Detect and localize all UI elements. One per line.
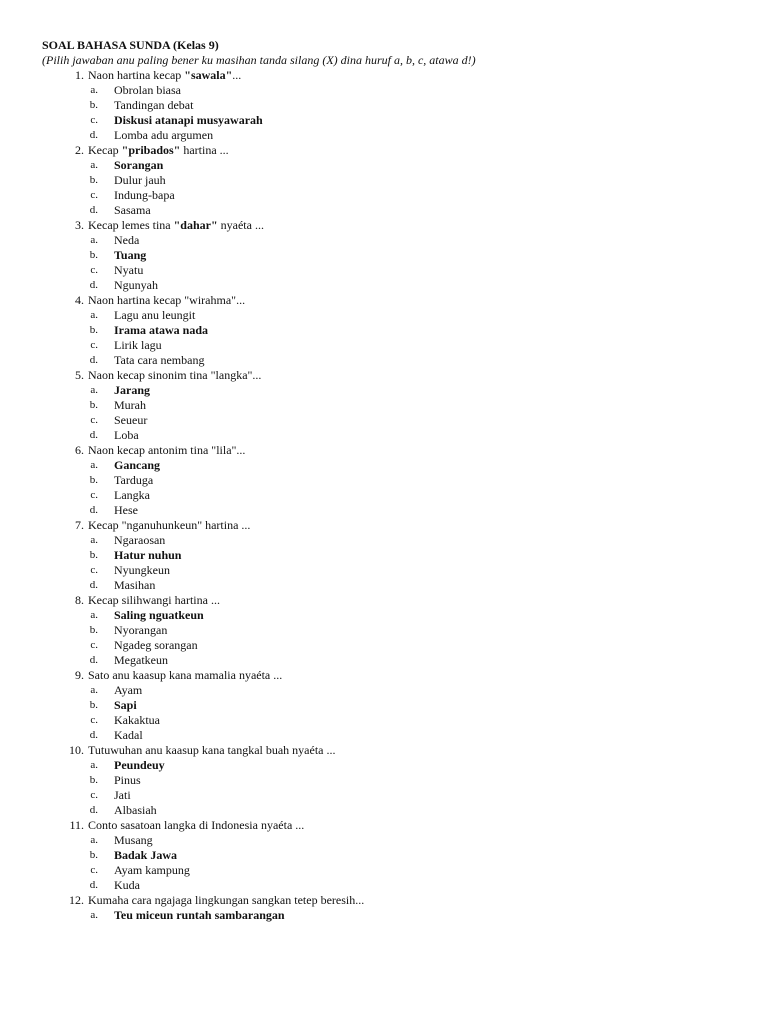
question-text (86, 368, 261, 383)
option-text: Lagu anu leungit (114, 308, 196, 322)
question-text (86, 143, 229, 158)
option-letter: d. (89, 354, 98, 366)
answer-option[interactable] (42, 458, 768, 473)
question-text-prefix: Kecap silihwangi hartina ... (88, 593, 220, 607)
option-letter: b. (89, 849, 98, 861)
answer-option[interactable] (42, 248, 768, 263)
answer-option[interactable] (42, 308, 768, 323)
answer-option[interactable] (42, 383, 768, 398)
answer-option[interactable] (42, 848, 768, 863)
option-letter: a. (90, 684, 98, 696)
answer-option[interactable] (42, 158, 768, 173)
option-text: Nyungkeun (114, 563, 170, 577)
question-number: 2. (75, 143, 84, 157)
option-letter: d. (89, 279, 98, 291)
question-text (86, 518, 250, 533)
question-item (42, 818, 768, 833)
answer-option[interactable] (42, 83, 768, 98)
option-letter: c. (90, 114, 98, 126)
option-letter: b. (89, 249, 98, 261)
answer-option[interactable] (42, 353, 768, 368)
answer-option[interactable] (42, 833, 768, 848)
question-text-suffix: ... (232, 68, 242, 82)
option-text: Jarang (114, 383, 150, 397)
option-text: Kuda (114, 878, 140, 892)
question-text-prefix: Kecap (88, 143, 122, 157)
question-keyword: "dahar" (173, 218, 218, 232)
question-item (42, 368, 768, 383)
answer-option[interactable] (42, 713, 768, 728)
answer-option[interactable] (42, 653, 768, 668)
question-item (42, 593, 768, 608)
answer-option[interactable] (42, 863, 768, 878)
option-text: Albasiah (114, 803, 157, 817)
answer-option[interactable] (42, 803, 768, 818)
question-keyword: "pribados" (121, 143, 181, 157)
question-item (42, 743, 768, 758)
option-text: Badak Jawa (114, 848, 178, 862)
option-letter: c. (90, 789, 98, 801)
option-text: Langka (114, 488, 150, 502)
option-letter: a. (90, 159, 98, 171)
option-text: Tuang (114, 248, 147, 262)
answer-option[interactable] (42, 683, 768, 698)
option-text: Ayam kampung (114, 863, 190, 877)
answer-option[interactable] (42, 698, 768, 713)
option-text: Sasama (114, 203, 151, 217)
option-text: Tarduga (114, 473, 154, 487)
question-item (42, 893, 768, 908)
option-letter: a. (90, 759, 98, 771)
option-letter: d. (89, 429, 98, 441)
option-letter: a. (90, 609, 98, 621)
option-text: Loba (114, 428, 139, 442)
answer-option[interactable] (42, 398, 768, 413)
option-text: Sorangan (114, 158, 164, 172)
answer-option[interactable] (42, 488, 768, 503)
option-letter: a. (90, 384, 98, 396)
question-item (42, 443, 768, 458)
question-text (86, 668, 282, 683)
option-letter: d. (89, 204, 98, 216)
option-letter: c. (90, 414, 98, 426)
question-number: 7. (75, 518, 84, 532)
option-letter: a. (90, 234, 98, 246)
question-text-prefix: Kecap lemes tina (88, 218, 174, 232)
answer-option[interactable] (42, 608, 768, 623)
question-number: 5. (75, 368, 84, 382)
option-letter: c. (90, 639, 98, 651)
question-number: 8. (75, 593, 84, 607)
option-text: Ngunyah (114, 278, 158, 292)
option-letter: d. (89, 729, 98, 741)
option-text: Kakaktua (114, 713, 160, 727)
question-item (42, 668, 768, 683)
question-list (42, 68, 768, 923)
option-text: Tandingan debat (114, 98, 194, 112)
option-text: Megatkeun (114, 653, 168, 667)
question-keyword: "sawala" (184, 68, 233, 82)
option-letter: b. (89, 624, 98, 636)
answer-option[interactable] (42, 728, 768, 743)
answer-option[interactable] (42, 503, 768, 518)
answer-option[interactable] (42, 533, 768, 548)
option-text: Neda (114, 233, 140, 247)
option-text: Musang (114, 833, 153, 847)
answer-option[interactable] (42, 548, 768, 563)
answer-option[interactable] (42, 758, 768, 773)
option-letter: a. (90, 84, 98, 96)
option-letter: b. (89, 399, 98, 411)
answer-option[interactable] (42, 278, 768, 293)
answer-option[interactable] (42, 788, 768, 803)
answer-option[interactable] (42, 128, 768, 143)
option-letter: c. (90, 189, 98, 201)
answer-option[interactable] (42, 638, 768, 653)
answer-option[interactable] (42, 113, 768, 128)
option-text: Ngadeg sorangan (114, 638, 198, 652)
question-text-suffix: hartina ... (180, 143, 229, 157)
option-letter: c. (90, 864, 98, 876)
option-letter: b. (89, 474, 98, 486)
option-letter: d. (89, 879, 98, 891)
question-text (86, 443, 245, 458)
question-number: 11. (69, 818, 84, 832)
question-number: 4. (75, 293, 84, 307)
instruction-text: (Pilih jawaban anu paling bener ku masihan tanda silang (X) dina huruf a, b, c, atawa d!) (42, 53, 476, 67)
question-text (86, 293, 245, 308)
answer-option[interactable] (42, 428, 768, 443)
answer-option[interactable] (42, 173, 768, 188)
option-letter: d. (89, 579, 98, 591)
question-text-prefix: Sato anu kaasup kana mamalia nyaéta ... (88, 668, 283, 682)
answer-option[interactable] (42, 188, 768, 203)
question-number: 10. (69, 743, 84, 757)
option-text: Nyatu (114, 263, 144, 277)
question-number: 3. (75, 218, 84, 232)
question-number: 6. (75, 443, 84, 457)
option-letter: b. (89, 774, 98, 786)
option-text: Gancang (114, 458, 161, 472)
question-item (42, 518, 768, 533)
answer-option[interactable] (42, 563, 768, 578)
option-text: Hatur nuhun (114, 548, 182, 562)
option-letter: c. (90, 264, 98, 276)
answer-option[interactable] (42, 338, 768, 353)
answer-option[interactable] (42, 578, 768, 593)
answer-option[interactable] (42, 878, 768, 893)
option-text: Diskusi atanapi musyawarah (114, 113, 263, 127)
option-text: Peundeuy (114, 758, 165, 772)
option-text: Indung-bapa (114, 188, 175, 202)
option-text: Tata cara nembang (114, 353, 205, 367)
question-text-prefix: Kecap "nganuhunkeun" hartina ... (88, 518, 251, 532)
option-text: Lomba adu argumen (114, 128, 214, 142)
answer-option[interactable] (42, 98, 768, 113)
question-text (86, 893, 364, 908)
question-text-prefix: Naon kecap sinonim tina "langka"... (88, 368, 262, 382)
option-letter: a. (90, 834, 98, 846)
option-text: Nyorangan (114, 623, 168, 637)
question-text (86, 593, 220, 608)
option-text: Teu miceun runtah sambarangan (114, 908, 285, 922)
option-letter: c. (90, 714, 98, 726)
question-text-prefix: Naon hartina kecap "wirahma"... (88, 293, 246, 307)
question-text-prefix: Naon hartina kecap (88, 68, 185, 82)
question-text-prefix: Tutuwuhan anu kaasup kana tangkal buah nyaéta ... (88, 743, 336, 757)
answer-option[interactable] (42, 233, 768, 248)
question-text-prefix: Conto sasatoan langka di Indonesia nyaéta ... (88, 818, 305, 832)
option-text: Murah (114, 398, 146, 412)
option-text: Dulur jauh (114, 173, 166, 187)
option-letter: d. (89, 129, 98, 141)
question-text (86, 68, 241, 83)
option-text: Ngaraosan (114, 533, 166, 547)
question-text-prefix: Kumaha cara ngajaga lingkungan sangkan tetep beresih... (88, 893, 365, 907)
option-text: Irama atawa nada (114, 323, 209, 337)
question-text (86, 743, 336, 758)
option-letter: a. (90, 459, 98, 471)
question-number: 9. (75, 668, 84, 682)
option-text: Jati (114, 788, 131, 802)
option-letter: b. (89, 324, 98, 336)
option-text: Kadal (114, 728, 143, 742)
question-text-prefix: Naon kecap antonim tina "lila"... (88, 443, 246, 457)
option-text: Obrolan biasa (114, 83, 181, 97)
answer-option[interactable] (42, 203, 768, 218)
option-text: Masihan (114, 578, 156, 592)
option-letter: b. (89, 699, 98, 711)
option-letter: b. (89, 174, 98, 186)
option-letter: b. (89, 549, 98, 561)
option-letter: c. (90, 339, 98, 351)
answer-option[interactable] (42, 908, 768, 923)
question-number: 1. (75, 68, 84, 82)
answer-option[interactable] (42, 473, 768, 488)
answer-option[interactable] (42, 773, 768, 788)
option-letter: d. (89, 504, 98, 516)
question-text (86, 818, 304, 833)
option-letter: c. (90, 564, 98, 576)
question-item (42, 143, 768, 158)
option-letter: b. (89, 99, 98, 111)
question-text (86, 218, 264, 233)
answer-option[interactable] (42, 623, 768, 638)
question-item (42, 293, 768, 308)
option-letter: a. (90, 309, 98, 321)
option-letter: a. (90, 909, 98, 921)
answer-option[interactable] (42, 263, 768, 278)
option-text: Saling nguatkeun (114, 608, 204, 622)
question-item (42, 68, 768, 83)
option-letter: d. (89, 654, 98, 666)
option-text: Ayam (114, 683, 143, 697)
option-letter: a. (90, 534, 98, 546)
answer-option[interactable] (42, 413, 768, 428)
answer-option[interactable] (42, 323, 768, 338)
question-text-suffix: nyaéta ... (217, 218, 264, 232)
document-title: SOAL BAHASA SUNDA (Kelas 9) (42, 38, 219, 52)
option-text: Lirik lagu (114, 338, 162, 352)
question-item (42, 218, 768, 233)
option-letter: d. (89, 804, 98, 816)
option-letter: c. (90, 489, 98, 501)
question-number: 12. (69, 893, 84, 907)
option-text: Pinus (114, 773, 141, 787)
option-text: Seueur (114, 413, 148, 427)
option-text: Hese (114, 503, 138, 517)
option-text: Sapi (114, 698, 137, 712)
